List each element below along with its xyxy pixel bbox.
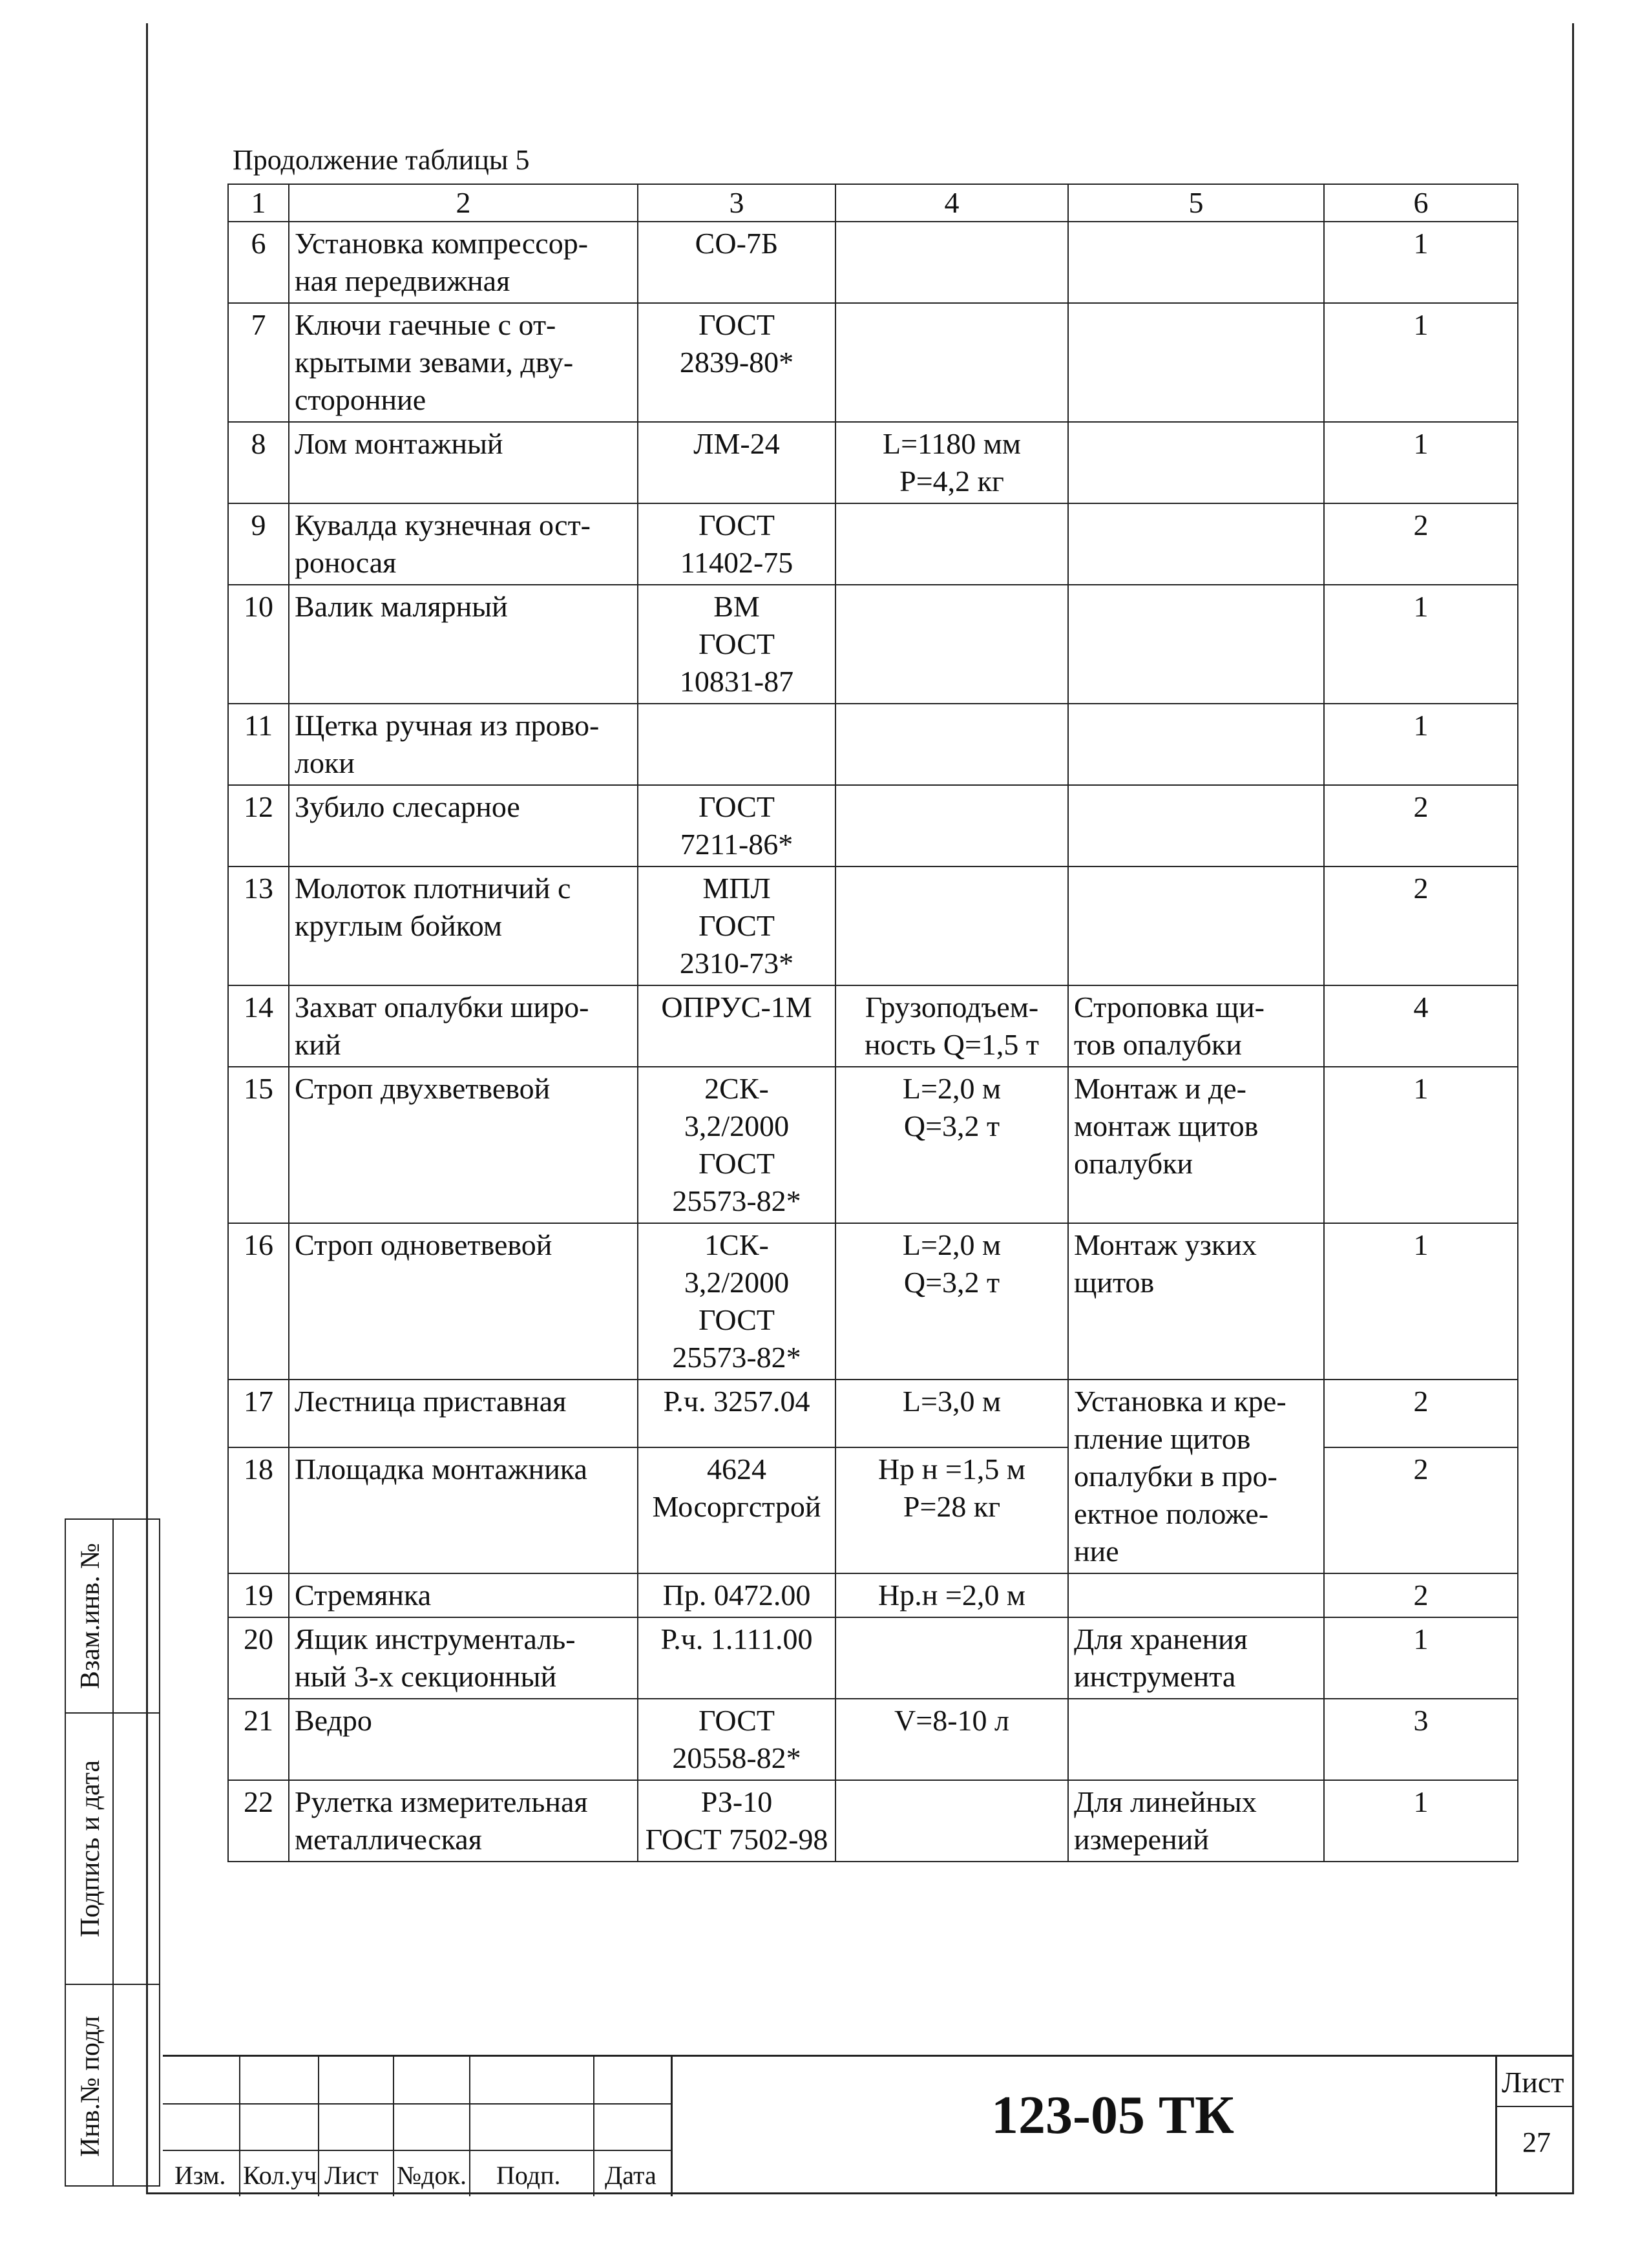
item-qty: 1 (1324, 585, 1518, 704)
side-label-inv: Инв.№ подл (76, 2015, 105, 2158)
item-purpose (1068, 1573, 1324, 1617)
cell-line: ГОСТ (698, 909, 775, 942)
cell-line: L=2,0 м (902, 1072, 1002, 1105)
table-row (228, 1447, 1518, 1573)
table-row (228, 503, 1518, 585)
item-purpose (1068, 1617, 1324, 1699)
item-name (289, 422, 638, 503)
cell-line: инструмента (1074, 1660, 1236, 1693)
row-number: 17 (228, 1380, 289, 1447)
cell-line: Кувалда кузнечная ост- (295, 509, 591, 541)
item-qty: 1 (1324, 1223, 1518, 1380)
table-row (228, 866, 1518, 985)
item-name (289, 866, 638, 985)
table-row (228, 1573, 1518, 1617)
row-number: 15 (228, 1067, 289, 1223)
row-number: 14 (228, 985, 289, 1067)
cell-line: Строповка щи- (1074, 991, 1265, 1024)
table-row (228, 585, 1518, 704)
cell-line: Площадка монтажника (295, 1453, 587, 1486)
side-cell-podpis (66, 1714, 159, 1985)
cell-line: СО-7Б (695, 227, 779, 260)
item-qty: 2 (1324, 785, 1518, 866)
item-mark (638, 1223, 835, 1380)
cell-line: МПЛ (702, 872, 771, 905)
cell-line: Для линейных (1074, 1785, 1257, 1818)
row-number: 8 (228, 422, 289, 503)
header-col-1: 1 (228, 184, 289, 222)
cell-line: 3,2/2000 (684, 1109, 790, 1142)
item-qty: 1 (1324, 222, 1518, 303)
table-row (228, 1780, 1518, 1862)
cell-line: L=1180 мм (882, 427, 1022, 460)
item-name (289, 1447, 638, 1573)
cell-line: ГОСТ (698, 308, 775, 341)
cell-line: опалубки (1074, 1147, 1193, 1180)
item-spec (835, 1067, 1068, 1223)
item-spec (835, 985, 1068, 1067)
item-name (289, 1380, 638, 1447)
header-row (228, 184, 1518, 222)
stamp-col-ndok: №док. (397, 2161, 467, 2190)
cell-line: ная передвижная (295, 264, 510, 297)
item-mark (638, 1380, 835, 1447)
item-name (289, 222, 638, 303)
table-row (228, 1380, 1518, 1447)
item-purpose (1068, 222, 1324, 303)
row-number: 20 (228, 1617, 289, 1699)
table-row (228, 222, 1518, 303)
item-spec (835, 785, 1068, 866)
cell-line: Монтаж узких (1074, 1228, 1257, 1261)
item-mark (638, 704, 835, 785)
table-row (228, 422, 1518, 503)
item-name (289, 1573, 638, 1617)
row-number: 12 (228, 785, 289, 866)
cell-line: 20558-82* (672, 1741, 801, 1774)
item-qty: 2 (1324, 503, 1518, 585)
cell-line: локи (295, 746, 355, 779)
sheet-label: Лист (1502, 2066, 1564, 2099)
cell-line: Лестница приставная (295, 1385, 567, 1418)
item-mark (638, 1447, 835, 1573)
side-cell-inv (66, 1985, 159, 2188)
item-purpose (1068, 1699, 1324, 1780)
item-qty: 2 (1324, 1573, 1518, 1617)
cell-line: ГОСТ (698, 627, 775, 660)
item-qty: 2 (1324, 1447, 1518, 1573)
item-mark (638, 1573, 835, 1617)
row-number: 6 (228, 222, 289, 303)
row-number: 22 (228, 1780, 289, 1862)
stamp-col-list: Лист (324, 2161, 379, 2190)
item-mark (638, 222, 835, 303)
cell-line: ГОСТ (698, 1303, 775, 1336)
cell-line: 11402-75 (680, 546, 793, 579)
cell-line: ный 3-х секционный (295, 1660, 557, 1693)
cell-line: 4624 (707, 1453, 766, 1486)
table-row (228, 785, 1518, 866)
cell-line: тов опалубки (1074, 1028, 1242, 1061)
cell-line: L=2,0 м (902, 1228, 1002, 1261)
item-qty: 4 (1324, 985, 1518, 1067)
cell-line: Ящик инструменталь- (295, 1622, 576, 1655)
cell-line: роносая (295, 546, 397, 579)
item-spec (835, 422, 1068, 503)
table-row (228, 1699, 1518, 1780)
item-purpose (1068, 985, 1324, 1067)
item-spec (835, 585, 1068, 704)
cell-line: Для хранения (1074, 1622, 1248, 1655)
cell-line: Стремянка (295, 1579, 432, 1612)
cell-line: Q=3,2 т (903, 1109, 1000, 1142)
item-purpose (1068, 1067, 1324, 1223)
item-purpose (1068, 1780, 1324, 1862)
cell-line: ВМ (713, 590, 760, 623)
cell-line: 3,2/2000 (684, 1266, 790, 1299)
stamp-col-izm: Изм. (174, 2161, 226, 2190)
cell-line: Молоток плотничий с (295, 872, 571, 905)
row-number: 21 (228, 1699, 289, 1780)
cell-line: измерений (1074, 1823, 1209, 1856)
item-name (289, 585, 638, 704)
item-purpose (1068, 866, 1324, 985)
item-spec (835, 1223, 1068, 1380)
item-qty: 1 (1324, 1067, 1518, 1223)
cell-line: 7211-86* (680, 828, 793, 861)
row-number: 13 (228, 866, 289, 985)
item-mark (638, 985, 835, 1067)
cell-line: Грузоподъем- (865, 991, 1039, 1024)
side-stamp (65, 1518, 160, 2187)
cell-line: сторонние (295, 383, 426, 416)
item-name (289, 503, 638, 585)
stamp-col-podp: Подп. (496, 2161, 561, 2190)
cell-line: 2839-80* (679, 346, 794, 379)
cell-line: ГОСТ 7502-98 (645, 1823, 828, 1856)
cell-line: Строп одноветвевой (295, 1228, 552, 1261)
item-qty: 2 (1324, 866, 1518, 985)
cell-line: крытыми зевами, дву- (295, 346, 574, 379)
item-spec (835, 222, 1068, 303)
table-row (228, 704, 1518, 785)
cell-line: Монтаж и де- (1074, 1072, 1246, 1105)
document-code: 123-05 ТК (991, 2085, 1234, 2145)
sheet-number: 27 (1522, 2126, 1551, 2158)
item-purpose (1068, 1223, 1324, 1380)
cell-line: Р.ч. 1.111.00 (660, 1622, 813, 1655)
item-name (289, 1617, 638, 1699)
cell-line: кий (295, 1028, 341, 1061)
title-block (163, 2055, 1574, 2194)
item-qty: 3 (1324, 1699, 1518, 1780)
item-mark (638, 1617, 835, 1699)
item-qty: 2 (1324, 1380, 1518, 1447)
cell-line: Строп двухветвевой (295, 1072, 551, 1105)
item-spec (835, 1447, 1068, 1573)
cell-line: пление щитов (1074, 1422, 1251, 1455)
row-number: 10 (228, 585, 289, 704)
item-name (289, 1780, 638, 1862)
item-spec (835, 503, 1068, 585)
item-qty: 1 (1324, 704, 1518, 785)
stamp-col-data: Дата (605, 2161, 656, 2190)
table-row (228, 1223, 1518, 1380)
side-label-podpis: Подпись и дата (76, 1759, 105, 1938)
item-name (289, 785, 638, 866)
item-name (289, 1223, 638, 1380)
cell-line: 25573-82* (672, 1184, 801, 1217)
cell-line: Ключи гаечные с от- (295, 308, 556, 341)
row-number: 16 (228, 1223, 289, 1380)
cell-line: РЗ-10 (700, 1785, 773, 1818)
cell-line: Зубило слесарное (295, 790, 520, 823)
table-row (228, 1617, 1518, 1699)
cell-line: ГОСТ (698, 1704, 775, 1737)
item-qty: 1 (1324, 422, 1518, 503)
stamp-col-kolvo: Кол.уч (243, 2161, 317, 2190)
item-mark (638, 1780, 835, 1862)
side-label-vzam: Взам.инв. № (76, 1542, 105, 1690)
cell-line: монтаж щитов (1074, 1109, 1259, 1142)
cell-line: Пр. 0472.00 (662, 1579, 811, 1612)
header-col-5: 5 (1068, 184, 1324, 222)
header-col-6: 6 (1324, 184, 1518, 222)
row-number: 7 (228, 303, 289, 422)
side-cell-vzam (66, 1520, 159, 1714)
item-name (289, 1067, 638, 1223)
cell-line: Захват опалубки широ- (295, 991, 589, 1024)
item-purpose (1068, 1380, 1324, 1573)
item-spec (835, 866, 1068, 985)
item-mark (638, 303, 835, 422)
item-spec (835, 1780, 1068, 1862)
cell-line: Установка и кре- (1074, 1385, 1287, 1418)
item-purpose (1068, 503, 1324, 585)
item-mark (638, 866, 835, 985)
item-name (289, 985, 638, 1067)
cell-line: P=28 кг (903, 1490, 1001, 1524)
item-spec (835, 1573, 1068, 1617)
cell-line: металлическая (295, 1823, 482, 1856)
cell-line: Валик малярный (295, 590, 508, 623)
header-col-3: 3 (638, 184, 835, 222)
item-mark (638, 422, 835, 503)
cell-line: Нр.н =2,0 м (878, 1579, 1025, 1612)
item-qty: 1 (1324, 1780, 1518, 1862)
cell-line: Лом монтажный (295, 427, 503, 460)
table-row (228, 985, 1518, 1067)
cell-line: L=3,0 м (902, 1385, 1002, 1418)
row-number: 9 (228, 503, 289, 585)
cell-line: ОПРУС-1М (661, 991, 812, 1024)
cell-line: 25573-82* (672, 1341, 801, 1374)
equipment-table (227, 184, 1518, 1862)
cell-line: Щетка ручная из прово- (295, 709, 600, 742)
item-mark (638, 585, 835, 704)
row-number: 18 (228, 1447, 289, 1573)
cell-line: ЛМ-24 (693, 427, 780, 460)
item-name (289, 303, 638, 422)
cell-line: 2310-73* (679, 947, 794, 980)
cell-line: ектное положе- (1074, 1497, 1269, 1530)
item-qty: 1 (1324, 1617, 1518, 1699)
cell-line: ГОСТ (698, 509, 775, 541)
cell-line: Р.ч. 3257.04 (663, 1385, 810, 1418)
item-name (289, 1699, 638, 1780)
item-purpose (1068, 704, 1324, 785)
cell-line: 1СК- (704, 1228, 769, 1261)
cell-line: опалубки в про- (1074, 1460, 1277, 1493)
item-spec (835, 1380, 1068, 1447)
cell-line: ние (1074, 1535, 1119, 1568)
cell-line: ГОСТ (698, 1147, 775, 1180)
cell-line: Мосоргстрой (652, 1490, 821, 1524)
cell-line: 10831-87 (679, 665, 794, 698)
cell-line: Рулетка измерительная (295, 1785, 588, 1818)
item-purpose (1068, 585, 1324, 704)
item-purpose (1068, 303, 1324, 422)
item-name (289, 704, 638, 785)
cell-line: ность Q=1,5 т (864, 1028, 1040, 1061)
cell-line: круглым бойком (295, 909, 503, 942)
cell-line: Нр н =1,5 м (878, 1453, 1025, 1486)
item-purpose (1068, 422, 1324, 503)
table-row (228, 1067, 1518, 1223)
item-mark (638, 1699, 835, 1780)
header-col-2: 2 (289, 184, 638, 222)
item-purpose (1068, 785, 1324, 866)
item-spec (835, 1617, 1068, 1699)
item-spec (835, 303, 1068, 422)
cell-line: V=8-10 л (894, 1704, 1009, 1737)
cell-line: щитов (1074, 1266, 1155, 1299)
cell-line: P=4,2 кг (899, 465, 1004, 498)
cell-line: Ведро (295, 1704, 372, 1737)
item-mark (638, 1067, 835, 1223)
cell-line: Установка компрессор- (295, 227, 589, 260)
item-spec (835, 1699, 1068, 1780)
row-number: 19 (228, 1573, 289, 1617)
header-col-4: 4 (835, 184, 1068, 222)
table-caption: Продолжение таблицы 5 (233, 144, 530, 176)
item-spec (835, 704, 1068, 785)
item-qty: 1 (1324, 303, 1518, 422)
cell-line: 2СК- (704, 1072, 769, 1105)
cell-line: ГОСТ (698, 790, 775, 823)
cell-line: Q=3,2 т (903, 1266, 1000, 1299)
item-mark (638, 503, 835, 585)
row-number: 11 (228, 704, 289, 785)
item-mark (638, 785, 835, 866)
table-row (228, 303, 1518, 422)
